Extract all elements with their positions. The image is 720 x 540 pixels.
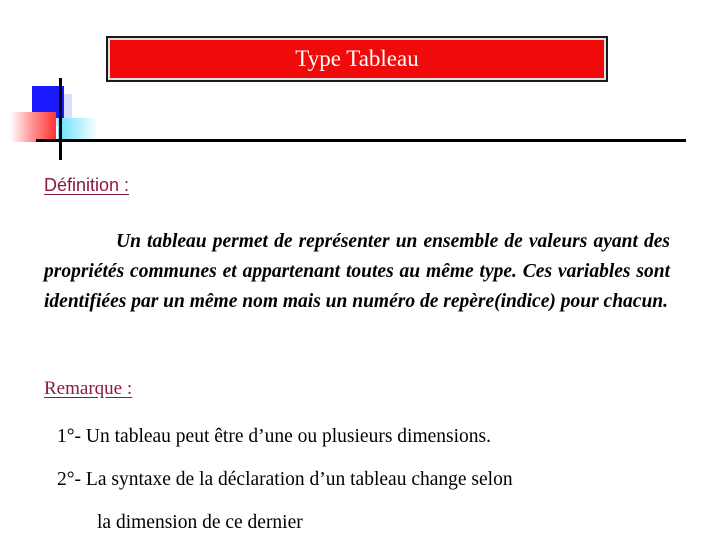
page-title: Type Tableau xyxy=(295,46,419,71)
title-banner xyxy=(106,36,608,82)
remark-item-2: 2°- La syntaxe de la déclaration d’un tableau change selon xyxy=(57,469,513,490)
definition-heading: Définition : xyxy=(44,175,130,195)
remark-item-2-continuation: la dimension de ce dernier xyxy=(97,512,303,533)
decorative-horizontal-rule xyxy=(36,139,686,142)
remarque-heading: Remarque : xyxy=(44,378,133,399)
decorative-cyan-bar xyxy=(58,118,98,140)
decorative-red-bar xyxy=(10,112,56,142)
remark-item-1: 1°- Un tableau peut être d’une ou plusieurs dimensions. xyxy=(57,426,491,447)
decorative-vertical-line xyxy=(59,78,62,160)
definition-paragraph: Un tableau permet de représenter un ensemble de valeurs ayant des propriétés communes et appartenant toutes au même type. Ces variables sont identifiées par un même nom mais un numéro de repère(indice) pour chacun. xyxy=(44,231,670,312)
